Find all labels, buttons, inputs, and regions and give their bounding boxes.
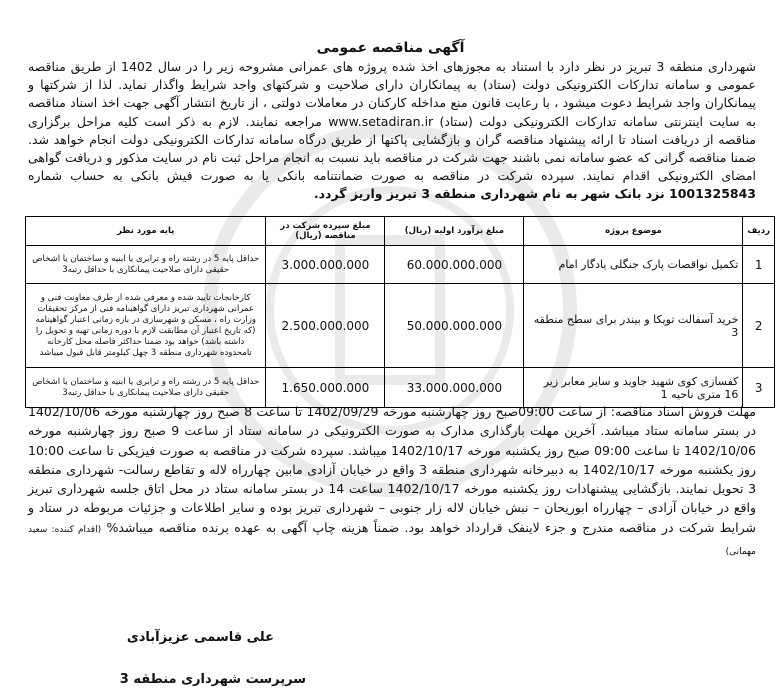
table-row	[26, 246, 775, 284]
header-subject: موضوع پروژه	[524, 217, 743, 246]
cell-row-number: 3	[743, 368, 775, 408]
projects-table	[25, 216, 775, 408]
header-base: پایه مورد نظر	[26, 217, 266, 246]
cell-row-number: 1	[743, 246, 775, 284]
cell-estimate: 33.000.000.000	[385, 368, 524, 408]
body-line: 1402/10/06 در بستر سامانه ستاد میباشد. آخرین مهلت بارگذاری مدارک به صورت الکترونیکی در سامانه ستاد از ساعت 9 صبح روز	[28, 404, 757, 439]
cell-base: حداقل پایه 5 در رشته راه و ترابری یا ابنیه و ساختمان یا اشخاص حقیقی دارای صلاحیت پیمانکاری با حداقل رتبه3	[26, 368, 266, 408]
table-row	[26, 284, 775, 368]
intro-line: امضای الکترونیکی اقدام نمایند. سپرده شرکت در مناقصه به صورت ضمانتنامه بانکی یا به صورت فیش بانکی به حساب شماره	[28, 168, 756, 184]
author-credit: (اقدام کننده: سعید مهمانی)	[28, 524, 756, 558]
notice-schedule-text	[28, 402, 756, 562]
cell-subject: کفسازی کوی شهید جاوید و سایر معابر زیر 16 متری ناحیه 1	[524, 368, 743, 408]
signatory-name: علی قاسمی عزیزآبادی	[126, 630, 274, 645]
signatory-title: سرپرست شهرداری منطقه 3	[119, 672, 306, 687]
header-estimate: مبلغ برآورد اولیه (ریال)	[385, 217, 524, 246]
body-line: چهارشنبه مورخه 1402/10/06 تا ساعت 09:00 صبح روز یکشنبه مورخه 1402/10/17 میباشد. سپرده شرکت در مناقصه به صورت	[28, 423, 757, 458]
header-deposit: مبلغ سپرده شرکت در مناقصه (ریال)	[266, 217, 385, 246]
cell-base: حداقل پایه 5 در رشته راه و ترابری یا ابنیه و ساختمان یا اشخاص حقیقی دارای صلاحیت پیمانکاری با حداقل رتبه3	[26, 246, 266, 284]
cell-deposit: 3.000.000.000	[266, 246, 385, 284]
cell-deposit: 2.500.000.000	[266, 284, 385, 368]
body-line: اتاق جلسه شهرداری تبریز واقع در خیابان آزادی – چهارراه ابوریحان – نبش خیابان لاله زار جنوبی – شهرداری تبریز بوده و سایر اطلاعات	[28, 481, 756, 516]
header-row-number: ردیف	[743, 217, 775, 246]
intro-line: پیمانکاران واجد شرایط دعوت میشود ، با رعایت قانون منع مداخله کارکنان در معاملات دولتی ، از تاریخ انتشار آگهی جهت اخذ اسناد مناقصه	[28, 95, 756, 111]
table-header-row	[26, 217, 775, 246]
body-line: فیزیکی تا ساعت 10:00 روز یکشنبه مورخه 1402/10/17 به دبیرخانه شهرداری منطقه 3 واقع در خیابان آزادی مابین چهارراه لاله و تقاطع	[28, 442, 756, 477]
cell-subject: تکمیل نواقصات پارک جنگلی یادگار امام	[524, 246, 743, 284]
body-line: رسالت- شهرداری منطقه 3 تحویل نمایند. بازگشایی پیشنهادات روز یکشنبه مورخه 1402/10/17 ساعت 14 در بستر سامانه ستاد در محل	[28, 461, 757, 497]
body-line: مهلت فروش اسناد مناقصه: از ساعت 09:00صبح روز چهارشنبه مورخه 1402/09/29 تا ساعت 8 صبح روز چهارشنبه مورخه	[104, 404, 756, 419]
body-line: مناقصه میباشد%	[106, 519, 197, 535]
intro-line: عمومی و سامانه تدارکات الکترونیکی دولت (ستاد) به پیمانکاران دارای صلاحیت و شرکتهای واجد شرایط واگذار نماید. لذا از شرکتها و	[28, 77, 756, 93]
notice-intro	[28, 58, 756, 204]
cell-deposit: 1.650.000.000	[266, 368, 385, 408]
intro-line: به سایت اینترنتی سامانه تدارکات الکترونیکی دولت (ستاد) www.setadiran.ir مراجعه نمایند. لازم به ذکر است کلیه مراحل برگزاری	[28, 113, 756, 129]
notice-title: آگهی مناقصه عمومی	[316, 40, 465, 56]
cell-base: کارخانجات تایید شده و معرفی شده از طرف معاونت فنی و عمرانی شهرداری تبریز دارای گواهینامه فنی از مرکز تحقیقات وزارت راه ، مسکن و شهرسازی در بازه زمانی اعتبار گواهینامه (که تاریخ اعتبار آن مطابقت لازم با دوره زمانی تهیه و تحویل را داشته باشد) خواهد بود ضمنا حداکثر فاصله محل کارخانه تامحدوده شهرداری منطقه 3 چهل کیلومتر قابل قبول میباشد	[26, 284, 266, 368]
cell-row-number: 2	[743, 284, 775, 368]
cell-subject: خرید آسفالت توپکا و بیندر برای سطح منطقه 3	[524, 284, 743, 368]
intro-line: ضمنا مناقصه گرانی که عضو سامانه نمی باشند جهت شرکت در مناقصه باید نسبت به انجام مراحل ثبت نام در سایت مذکور و دریافت گواهی	[28, 150, 756, 166]
cell-estimate: 60.000.000.000	[385, 246, 524, 284]
body-line: و جزئیات مربوطه در ستاد و شرایط شرکت در مناقصه مندرج و جزء لاینفک قرارداد خواهد بود. ضمناً هزینه چاپ آگهی به عهده برنده	[28, 500, 756, 535]
intro-line: 1001325843 نزد بانک شهر به نام شهرداری منطقه 3 تبریز واریز گردد.	[313, 186, 756, 202]
cell-estimate: 50.000.000.000	[385, 284, 524, 368]
intro-line: شهرداری منطقه 3 تبریز در نظر دارد با استناد به مجوزهای اخذ شده پروژه های عمرانی مشروحه زیر را در سال 1402 از طریق مناقصه	[28, 59, 756, 74]
intro-line: مناقصه از دریافت اسناد تا ارائه پیشنهاد مناقصه گران و بازگشایی پاکتها از طریق درگاه سامانه تدارکات الکترونیکی دولت انجام خواهد شد.	[28, 131, 756, 147]
